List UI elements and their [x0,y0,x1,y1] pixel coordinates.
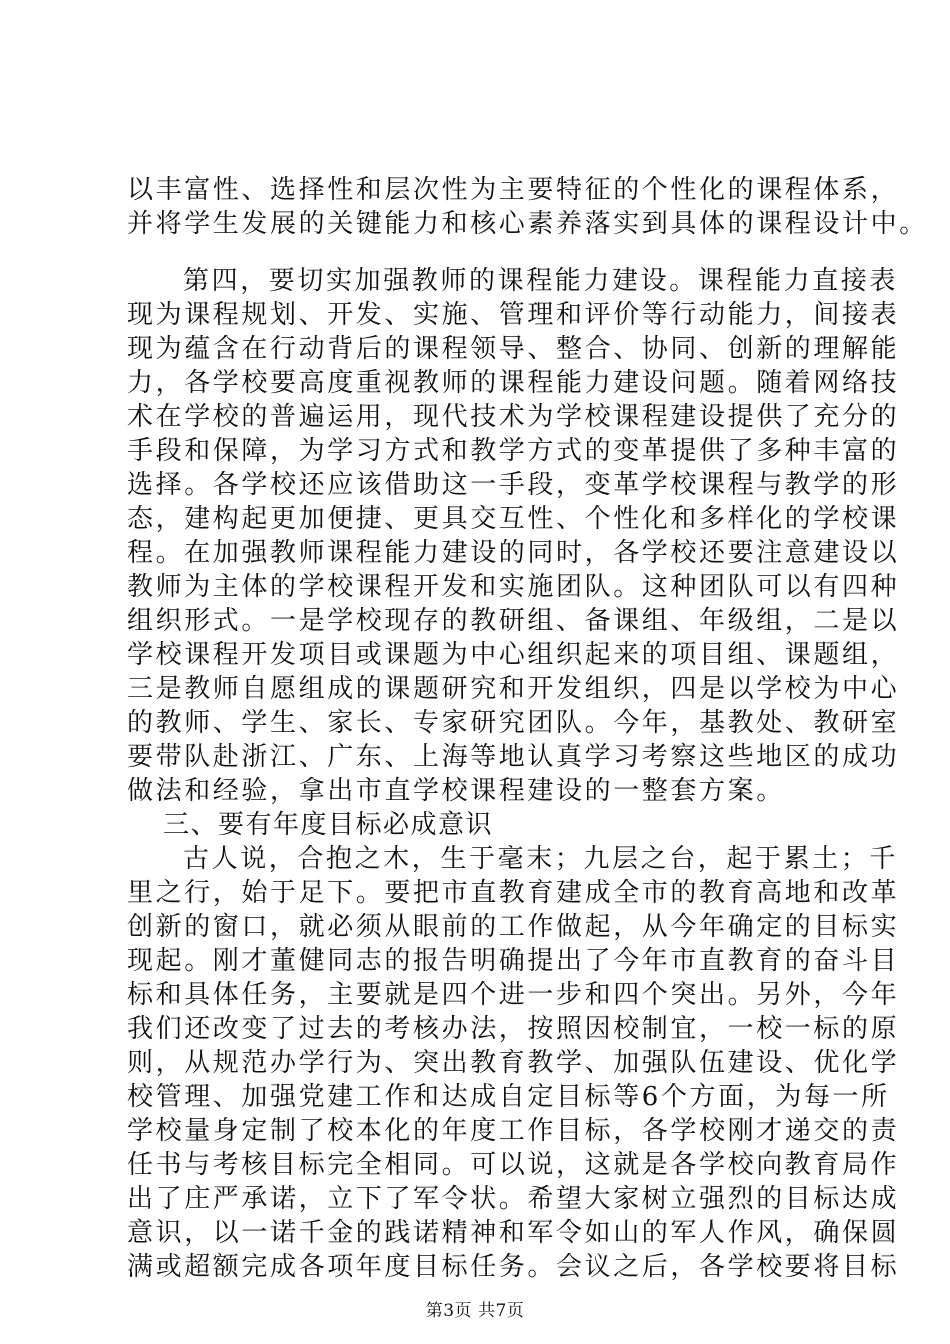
paragraph-line: 力，各学校要高度重视教师的课程能力建设问题。随着网络技 [127,368,900,398]
paragraph-line: 程。在加强教师课程能力建设的同时，各学校还要注意建设以 [127,538,900,568]
paragraph-line: 现起。刚才董健同志的报告明确提出了今年市直教育的奋斗目 [127,946,900,976]
paragraph-line: 出了庄严承诺，立下了军令状。希望大家树立强烈的目标达成 [127,1184,900,1214]
paragraph-line: 里之行，始于足下。要把市直教育建成全市的教育高地和改革 [127,878,900,908]
paragraph-line: 态，建构起更加便捷、更具交互性、个性化和多样化的学校课 [127,504,900,534]
paragraph-line: 选择。各学校还应该借助这一手段，变革学校课程与教学的形 [127,470,900,500]
paragraph-line: 则，从规范办学行为、突出教育教学、加强队伍建设、优化学 [127,1048,900,1078]
paragraph-line: 的教师、学生、家长、专家研究团队。今年，基教处、教研室 [127,708,900,738]
paragraph-line: 做法和经验，拿出市直学校课程建设的一整套方案。 [127,776,785,806]
paragraph-line: 组织形式。一是学校现存的教研组、备课组、年级组，二是以 [127,606,900,636]
paragraph-line: 三是教师自愿组成的课题研究和开发组织，四是以学校为中心 [127,674,900,704]
paragraph-line: 校管理、加强党建工作和达成自定目标等6个方面，为每一所 [127,1082,890,1112]
paragraph-line: 术在学校的普遍运用，现代技术为学校课程建设提供了充分的 [127,402,900,432]
paragraph-line: 要带队赴浙江、广东、上海等地认真学习考察这些地区的成功 [127,742,900,772]
paragraph-line: 现为课程规划、开发、实施、管理和评价等行动能力，间接表 [127,300,900,330]
paragraph-line: 标和具体任务，主要就是四个进一步和四个突出。另外，今年 [127,980,900,1010]
paragraph-line: 手段和保障，为学习方式和教学方式的变革提供了多种丰富的 [127,436,900,466]
paragraph-line: 我们还改变了过去的考核办法，按照因校制宜，一校一标的原 [127,1014,900,1044]
paragraph-line: 学校课程开发项目或课题为中心组织起来的项目组、课题组， [127,640,900,670]
paragraph-line: 任书与考核目标完全相同。可以说，这就是各学校向教育局作 [127,1150,900,1180]
paragraph-line: 以丰富性、选择性和层次性为主要特征的个性化的课程体系， [127,175,900,205]
paragraph-line: 意识，以一诺千金的践诺精神和军令如山的军人作风，确保圆 [127,1218,900,1248]
paragraph-first-line: 第四，要切实加强教师的课程能力建设。课程能力直接表 [183,266,899,296]
section-heading: 三、要有年度目标必成意识 [163,810,494,840]
paragraph-first-line: 古人说，合抱之木，生于毫末；九层之台，起于累土；千 [183,844,899,874]
paragraph-line: 现为蕴含在行动背后的课程领导、整合、协同、创新的理解能 [127,334,900,364]
paragraph-line: 创新的窗口，就必须从眼前的工作做起，从今年确定的目标实 [127,912,900,942]
page-number-footer: 第3页 共7页 [425,1301,525,1321]
paragraph-line: 学校量身定制了校本化的年度工作目标，各学校刚才递交的责 [127,1116,900,1146]
paragraph-line: 并将学生发展的关键能力和核心素养落实到具体的课程设计中。 [127,209,928,239]
paragraph-line: 满或超额完成各项年度目标任务。会议之后，各学校要将目标 [127,1252,900,1282]
paragraph-line: 教师为主体的学校课程开发和实施团队。这种团队可以有四种 [127,572,900,602]
